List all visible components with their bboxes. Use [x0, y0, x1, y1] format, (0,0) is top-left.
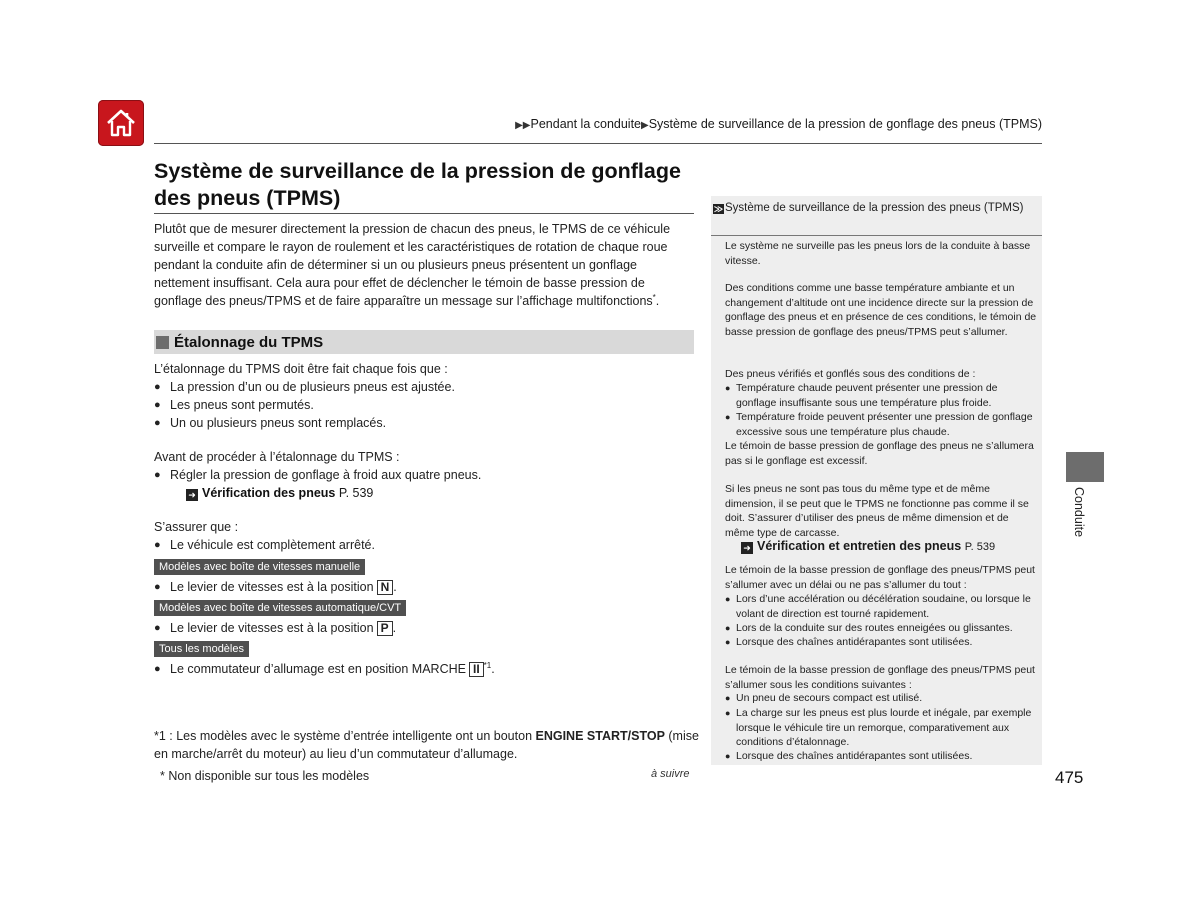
gear-key-n: N — [377, 580, 394, 595]
calibration-lead: L’étalonnage du TPMS doit être fait chaque fois que : — [154, 362, 448, 376]
bullet-icon: ● — [154, 539, 161, 551]
sidebar-list-text: Lors de la conduite sur des routes enneigées ou glissantes. — [736, 622, 1013, 634]
chapter-tab-label: Conduite — [1072, 487, 1086, 538]
bullet-icon: ● — [154, 663, 161, 675]
footnote-bold: ENGINE START/STOP — [535, 729, 665, 743]
bullet-icon: ● — [154, 381, 161, 393]
sidebar-list-text: Lorsque des chaînes antidérapantes sont utilisées. — [736, 636, 973, 648]
home-icon — [104, 107, 138, 139]
sidebar-list-text: Température froide peuvent présenter une pression de gonflage excessive sous une température plus chaude. — [736, 411, 1033, 438]
list-item-text: Régler la pression de gonflage à froid aux quatre pneus. — [170, 468, 482, 482]
sidebar-notes — [711, 196, 1042, 765]
sidebar-paragraph: Le témoin de la basse pression de gonflage des pneus/TPMS peut s’allumer avec un délai ou ne pas s’allumer du tout : — [725, 564, 1035, 591]
bullet-icon: ● — [725, 383, 731, 393]
bullet-icon: ● — [154, 469, 161, 481]
page-number: 475 — [1055, 768, 1084, 787]
page-title: Système de surveillance de la pression de gonflage des pneus (TPMS) — [154, 159, 681, 210]
footnote-mark: *1 — [483, 660, 492, 670]
sidebar-list-text: Température chaude peuvent présenter une pression de gonflage insuffisante sous une température plus froide. — [736, 382, 998, 409]
footnote-prefix: *1 : Les modèles avec le système d’entrée intelligente ont un bouton — [154, 729, 536, 743]
list-item-text: La pression d’un ou de plusieurs pneus est ajustée. — [170, 380, 455, 394]
bullet-icon: ● — [154, 417, 161, 429]
continued-label: à suivre — [651, 768, 690, 780]
square-bullet-icon — [156, 336, 169, 349]
model-tag-all: Tous les modèles — [154, 641, 249, 657]
intro-footnote-mark: * — [652, 292, 656, 302]
breadcrumb-item-driving[interactable]: Pendant la conduite — [530, 117, 642, 131]
section-header — [154, 330, 694, 354]
tire-maintenance-link[interactable] — [741, 538, 995, 555]
intro-paragraph: Plutôt que de mesurer directement la pression de chacun des pneus, le TPMS de ce véhicule surveille et compare le rayon de roulement et les caractéristiques de rotation de chaque roue pendant la conduite afin de déterminer si un ou plusieurs pneus présentent un gonflage nettement insuffisant. Cela aura pour effet de déclencher le témoin de basse pression de gonflage des pneus/TPMS et de faire apparaître un message sur l’affichage multifonctions*. — [154, 222, 671, 308]
sidebar-paragraph: Le système ne surveille pas les pneus lors de la conduite à basse vitesse. — [725, 240, 1031, 267]
footnote-suffix: (mise en marche/arrêt du moteur) au lieu d’un commutateur d’allumage. — [154, 729, 699, 761]
triangle-right-icon: ▶▶ — [515, 120, 531, 131]
footnote — [154, 727, 699, 763]
title-divider — [154, 213, 694, 214]
reference-label: Vérification et entretien des pneus — [757, 539, 962, 553]
list-item-text: Le levier de vitesses est à la position N . — [170, 580, 397, 594]
sidebar-list-text: Un pneu de secours compact est utilisé. — [736, 692, 923, 704]
bullet-icon: ● — [725, 637, 731, 647]
home-button[interactable] — [98, 100, 144, 146]
triangle-right-icon: ▶ — [641, 120, 649, 131]
reference-page: P. 539 — [338, 486, 374, 500]
bullet-icon: ● — [725, 693, 731, 703]
bullet-icon: ● — [154, 581, 161, 593]
header-divider — [154, 143, 1042, 144]
reference-arrow-icon: ➜ — [186, 489, 198, 501]
reference-label: Vérification des pneus — [202, 486, 336, 500]
reference-arrow-icon: ≫ — [713, 204, 724, 214]
sidebar-paragraph: Le témoin de basse pression de gonflage des pneus ne s’allumera pas si le gonflage est excessif. — [725, 440, 1034, 467]
gear-key-p: P — [377, 621, 393, 636]
ensure-lead: S’assurer que : — [154, 520, 239, 534]
availability-note: * Non disponible sur tous les modèles — [160, 769, 370, 783]
list-item-text: Les pneus sont permutés. — [170, 398, 314, 412]
bullet-icon: ● — [725, 708, 731, 718]
intro-text: Plutôt que de mesurer directement la pression de chacun des pneus, le TPMS de ce véhicule surveille et compare le rayon de roulement et les caractéristiques de rotation de chaque roue pendant la conduite afin de déterminer si un ou plusieurs pneus présentent un gonflage nettement insuffisant. Cela aura pour effet de déclencher le témoin de basse pression de gonflage des pneus/TPMS et de faire apparaître un message sur l’affichage multifonctions — [154, 222, 671, 308]
bullet-icon: ● — [725, 751, 731, 761]
list-item-text: Un ou plusieurs pneus sont remplacés. — [170, 416, 387, 430]
sidebar-paragraph: Le témoin de la basse pression de gonflage des pneus/TPMS peut s’allumer sous les conditions suivantes : — [725, 664, 1035, 691]
ignition-key-on: II — [469, 662, 484, 677]
sidebar-list-text: Lors d’une accélération ou décélération soudaine, ou lorsque le volant de direction est tourné rapidement. — [736, 593, 1031, 620]
chapter-tab[interactable] — [1066, 452, 1104, 482]
gear-position-text: Le levier de vitesses est à la position — [170, 580, 374, 594]
reference-arrow-icon: ➜ — [741, 542, 753, 554]
sidebar-heading[interactable] — [713, 199, 1038, 218]
list-item-text: Le commutateur d’allumage est en position MARCHE II $^{*1}$. — [170, 660, 495, 676]
bullet-icon: ● — [725, 412, 731, 422]
bullet-icon: ● — [725, 594, 731, 604]
tire-check-link[interactable] — [186, 484, 373, 502]
gear-position-text: Le levier de vitesses est à la position — [170, 621, 374, 635]
sidebar-list-text: La charge sur les pneus est plus lourde et inégale, par exemple lorsque le véhicule tire un remorque, comparativement aux conditions d’étalonnage. — [736, 707, 1032, 748]
breadcrumb-item-tpms[interactable]: Système de surveillance de la pression de gonflage des pneus (TPMS) — [648, 117, 1042, 131]
model-tag-automatic: Modèles avec boîte de vitesses automatique/CVT — [154, 600, 406, 616]
list-item-text: Le levier de vitesses est à la position P . — [170, 621, 397, 635]
breadcrumb — [515, 117, 1042, 131]
sidebar-paragraph: Des conditions comme une basse température ambiante et un changement d’altitude ont une incidence directe sur la pression de gonflage des pneus et en présence de ces conditions, le témoin de basse pression de gonflage des pneus/TPMS peut s’allumer. — [725, 282, 1037, 338]
list-item-text: Le véhicule est complètement arrêté. — [170, 538, 375, 552]
bullet-icon: ● — [154, 399, 161, 411]
ignition-text: Le commutateur d’allumage est en position MARCHE — [170, 662, 466, 676]
model-tag-manual: Modèles avec boîte de vitesses manuelle — [154, 559, 365, 575]
sidebar-paragraph: Si les pneus ne sont pas tous du même type et de même dimension, il se peut que le TPMS ne fonctionne pas comme il se doit. S’assurer d’utiliser des pneus de même dimension et de même type de carcasse. — [725, 483, 1029, 539]
section-title: Étalonnage du TPMS — [174, 333, 324, 351]
sidebar-divider — [711, 235, 1042, 236]
sidebar-heading-text: Système de surveillance de la pression des pneus (TPMS) — [725, 202, 1024, 214]
bullet-icon: ● — [154, 622, 161, 634]
sidebar-list-text: Lorsque des chaînes antidérapantes sont utilisées. — [736, 750, 973, 762]
bullet-icon: ● — [725, 623, 731, 633]
before-calibration-lead: Avant de procéder à l’étalonnage du TPMS : — [154, 450, 400, 464]
sidebar-paragraph: Des pneus vérifiés et gonflés sous des conditions de : — [725, 368, 976, 380]
reference-page: P. 539 — [964, 541, 996, 553]
